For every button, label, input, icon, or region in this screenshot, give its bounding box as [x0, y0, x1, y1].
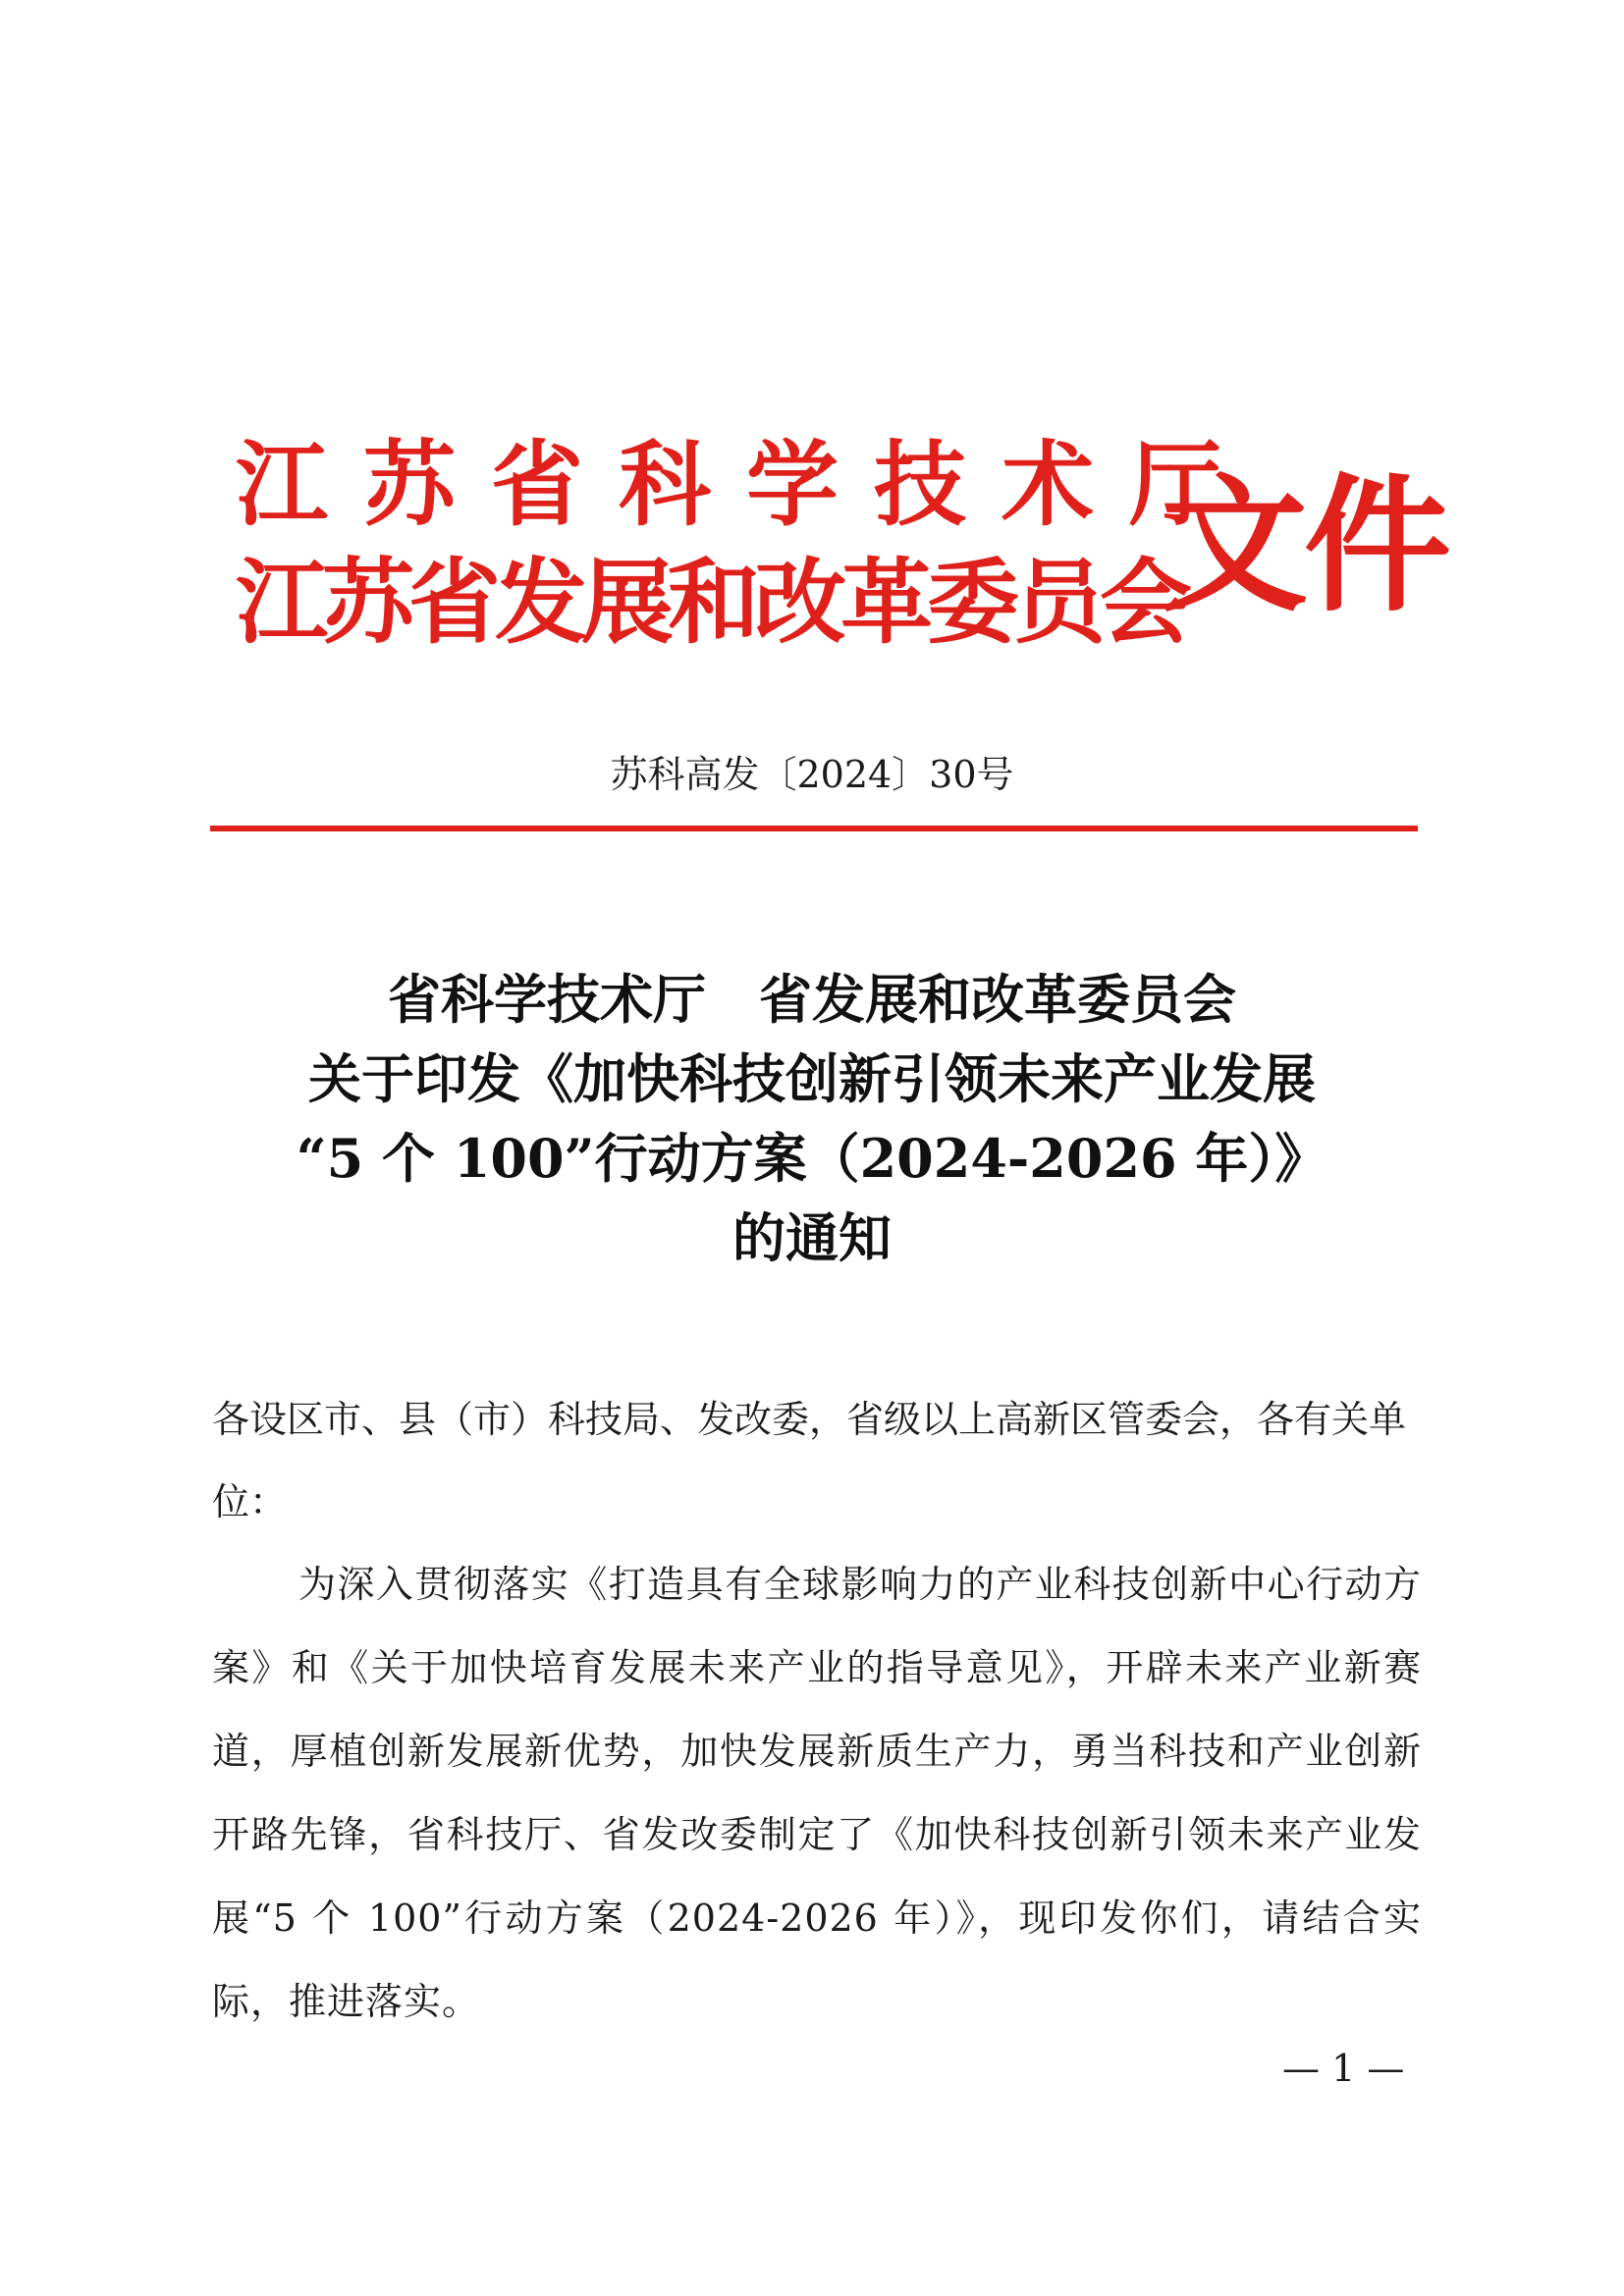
- body-paragraph: [212, 1543, 1422, 2044]
- title-line-3: “5 个 100”行动方案（2024-2026 年）》: [296, 1127, 1328, 1190]
- salutation: 各设区市、县（市）科技局、发改委，省级以上高新区管委会，各有关单位：: [212, 1398, 1407, 1523]
- title-line-2: 关于印发《加快科技创新引领未来产业发展: [308, 1047, 1316, 1110]
- body-paragraph-text: 为深入贯彻落实《打造具有全球影响力的产业科技创新中心行动方案》和《关于加快培育发展未来产业的指导意见》，开辟未来产业新赛道，厚植创新发展新优势，加快发展新质生产力，勇当科技和产业创新开路先锋，省科技厅、省发改委制定了《加快科技创新引领未来产业发展“5 个 100”行动方案（2024-2026 年）》，现印发你们，请结合实际，推进落实。: [212, 1563, 1422, 2023]
- red-divider-line: [210, 826, 1418, 831]
- document-title: [0, 960, 1624, 1278]
- document-number: 苏科高发〔2024〕30号: [610, 753, 1014, 796]
- document-type-label: 文件: [1161, 461, 1448, 632]
- issuing-org-line-2: 江苏省发展和改革委员会: [236, 550, 1187, 657]
- page-number: — 1 —: [1282, 2047, 1405, 2090]
- title-line-1: 省科学技术厅 省发展和改革委员会: [388, 968, 1236, 1031]
- title-line-4: 的通知: [732, 1206, 892, 1269]
- issuing-org-line-1: 江苏省科学技术厅: [236, 432, 1258, 539]
